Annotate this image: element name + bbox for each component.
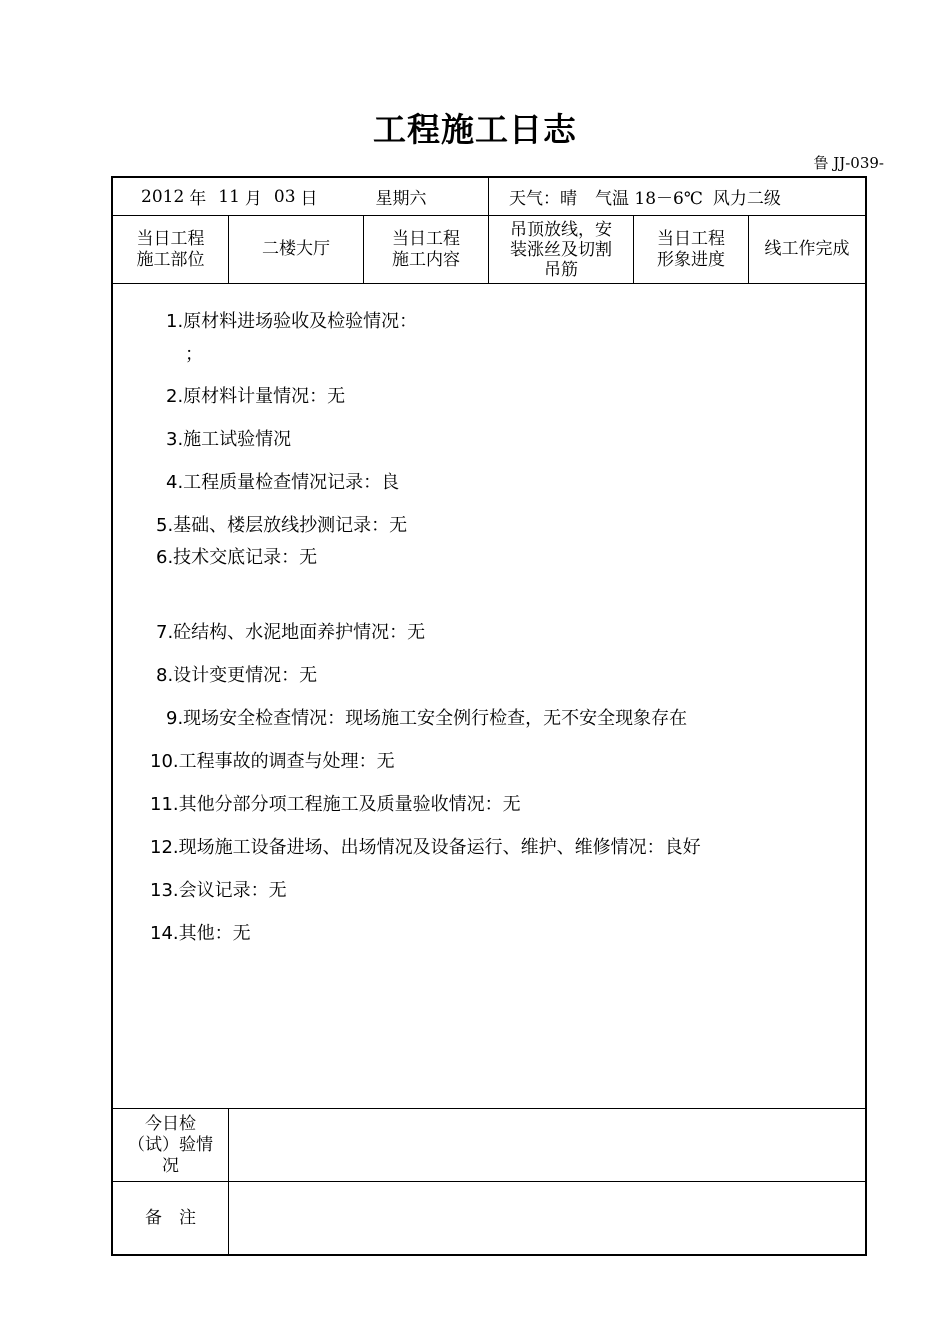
list-item: 10.工程事故的调查与处理：无 [150, 751, 395, 772]
list-item: 3.施工试验情况 [166, 429, 292, 450]
list-item: 12.现场施工设备进场、出场情况及设备运行、维护、维修情况：良好 [150, 837, 701, 858]
page-title: 工程施工日志 [373, 110, 577, 149]
date-day-label: 日 [300, 189, 318, 209]
log-table [111, 176, 867, 1256]
date-year: 2012 [141, 186, 185, 207]
location-label: 当日工程 施工部位 [136, 228, 205, 270]
list-item: 6.技术交底记录：无 [156, 547, 318, 568]
date-month-label: 月 [244, 189, 262, 209]
weather: 天气：晴 [509, 189, 577, 209]
list-item: 11.其他分部分项工程施工及质量验收情况：无 [150, 794, 521, 815]
remarks-value [229, 1182, 865, 1254]
list-item: 14.其他：无 [150, 923, 251, 944]
weather-row [509, 178, 781, 215]
date-year-label: 年 [189, 189, 207, 209]
content-value: 吊顶放线，安 装涨丝及切割 吊筋 [510, 219, 612, 280]
list-item: ； [185, 344, 203, 365]
list-item: 8.设计变更情况：无 [156, 665, 318, 686]
list-item: 5.基础、楼层放线抄测记录：无 [156, 515, 408, 536]
list-item: 2.原材料计量情况：无 [166, 386, 346, 407]
inspection-label: 今日检 （试）验情 况 [128, 1113, 213, 1176]
weekday: 星期六 [375, 189, 427, 209]
inspection-value [229, 1109, 865, 1181]
location-value: 二楼大厅 [262, 239, 330, 259]
row-divider [113, 283, 865, 284]
date-month: 11 [218, 186, 240, 207]
progress-label: 当日工程 形象进度 [657, 228, 725, 270]
content-label: 当日工程 施工内容 [392, 228, 460, 270]
wind: 风力二级 [712, 189, 781, 209]
list-item: 4.工程质量检查情况记录：良 [166, 472, 400, 493]
list-item: 1.原材料进场验收及检验情况： [166, 311, 418, 332]
list-item: 9.现场安全检查情况：现场施工安全例行检查，无不安全现象存在 [166, 708, 688, 729]
temperature: 气温 18－6℃ [595, 189, 703, 209]
date-row [141, 178, 427, 215]
remarks-label: 备 注 [145, 1207, 196, 1228]
progress-value: 线工作完成 [764, 239, 850, 259]
form-code: 鲁 JJ-039- [813, 154, 884, 172]
date-day: 03 [273, 186, 296, 207]
list-item: 7.砼结构、水泥地面养护情况：无 [156, 622, 426, 643]
list-item: 13.会议记录：无 [150, 880, 287, 901]
